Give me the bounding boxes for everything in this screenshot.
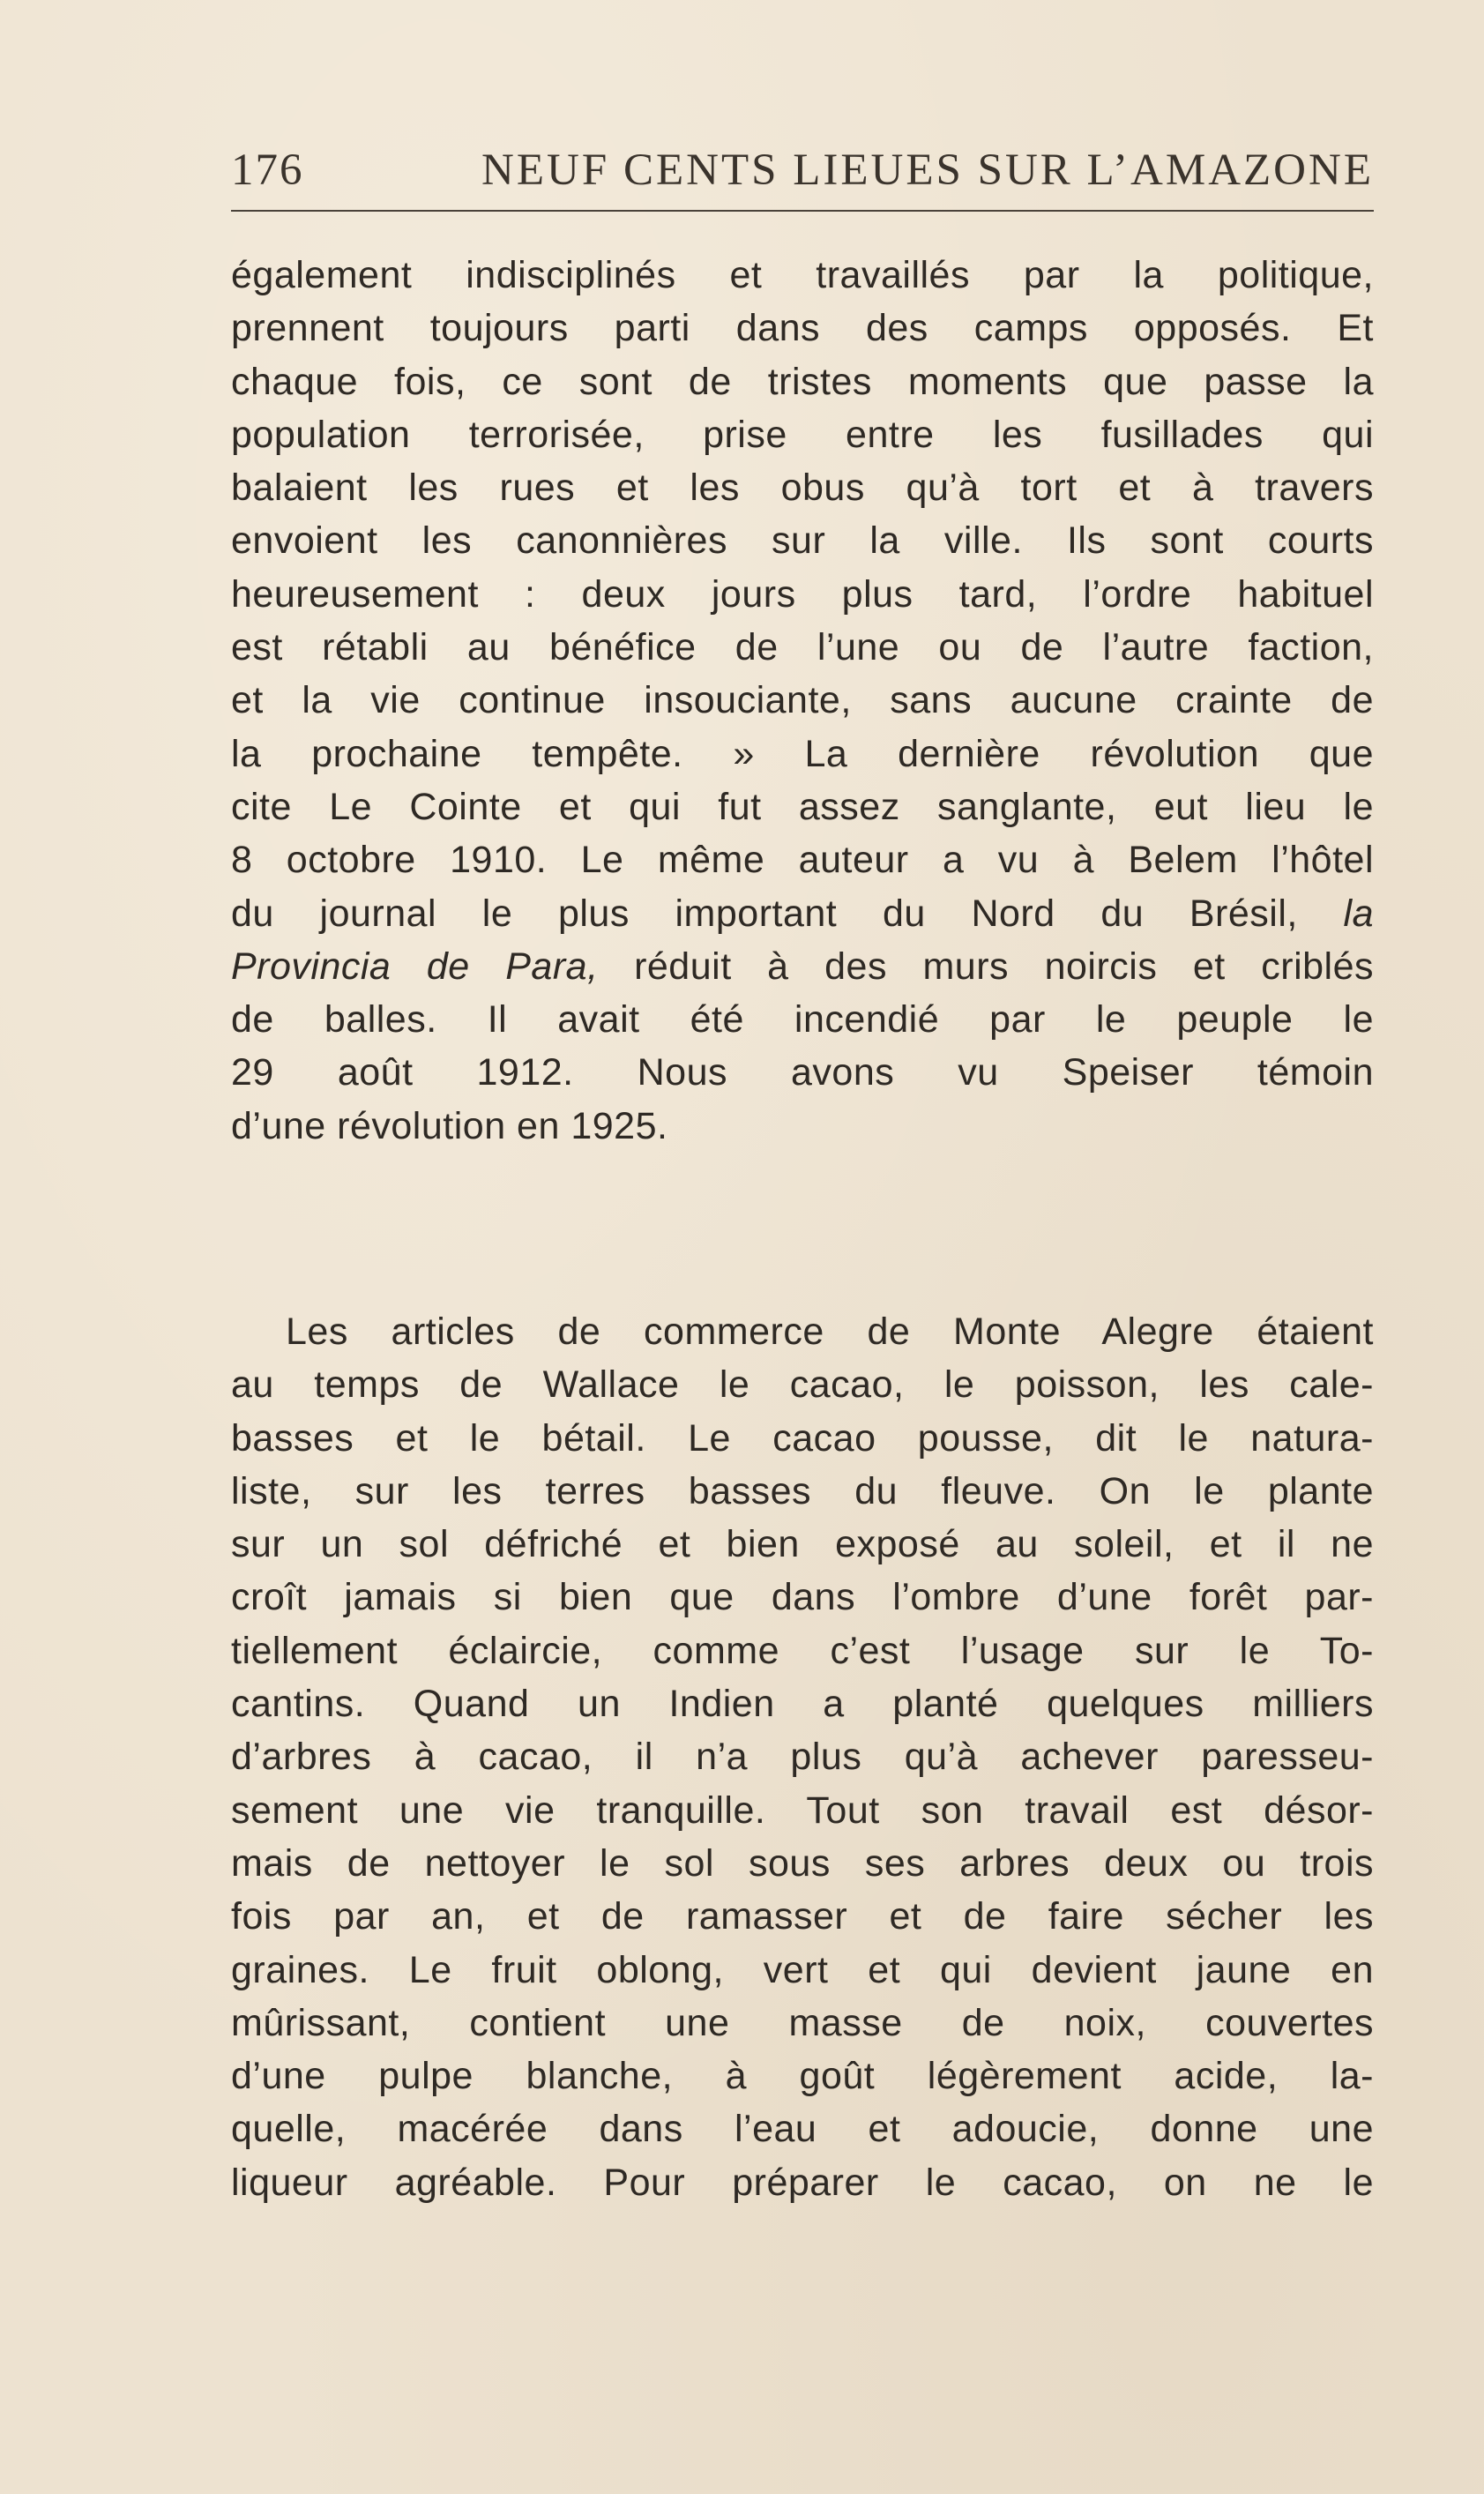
text-line: quelle, macérée dans l’eau et adoucie, donne une: [231, 2108, 1374, 2151]
text-line: graines. Le fruit oblong, vert et qui devient jaune en: [231, 1948, 1374, 1991]
text-line: [231, 887, 1374, 940]
text-line: liqueur agréable. Pour préparer le cacao, on ne le: [231, 2161, 1374, 2204]
text-line: envoient les canonnières sur la ville. Ils sont courts: [231, 519, 1374, 563]
text-line: mûrissant, contient une masse de noix, couvertes: [231, 2001, 1374, 2044]
italic-journal-title-part: la: [1343, 892, 1374, 935]
text-line: d’une révolution en 1925.: [231, 1104, 668, 1147]
text-line: est rétabli au bénéfice de l’une ou de l’autre faction,: [231, 626, 1374, 669]
text-line: croît jamais si bien que dans l’ombre d’une forêt par-: [231, 1576, 1374, 1619]
text-line: tiellement éclaircie, comme c’est l’usage sur le To-: [231, 1629, 1374, 1672]
text-line: d’une pulpe blanche, à goût légèrement acide, la-: [231, 2055, 1374, 2098]
text-line: heureusement : deux jours plus tard, l’ordre habituel: [231, 572, 1374, 616]
text-line: prennent toujours parti dans des camps opposés. Et: [231, 307, 1374, 350]
paragraph-1: [231, 249, 1374, 1153]
text-line: et la vie continue insouciante, sans aucune crainte de: [231, 679, 1374, 722]
text-line: également indisciplinés et travaillés par la politique,: [231, 254, 1374, 296]
text-line: 29 août 1912. Nous avons vu Speiser témoin: [231, 1051, 1374, 1094]
text-line: cite Le Cointe et qui fut assez sanglante, eut lieu le: [231, 785, 1374, 828]
page-number: 176: [231, 146, 304, 195]
text-line: au temps de Wallace le cacao, le poisson, les cale-: [231, 1363, 1374, 1407]
paragraph-2: [231, 1305, 1374, 2209]
text-line: population terrorisée, prise entre les fusillades qui: [231, 413, 1374, 456]
text-line: cantins. Quand un Indien a planté quelques milliers: [231, 1683, 1374, 1726]
text-line: balaient les rues et les obus qu’à tort et à travers: [231, 467, 1374, 510]
page-header: [231, 132, 1374, 203]
text-line: basses et le bétail. Le cacao pousse, dit le natura-: [231, 1416, 1374, 1460]
text-line: de balles. Il avait été incendié par le peuple le: [231, 998, 1374, 1042]
text-segment: du journal le plus important du Nord du Brésil,: [231, 892, 1298, 935]
text-line: sur un sol défriché et bien exposé au soleil, et il ne: [231, 1523, 1374, 1566]
header-rule: [231, 210, 1374, 212]
text-line: Les articles de commerce de Monte Alegre étaient: [286, 1310, 1374, 1353]
text-line: [231, 940, 1374, 993]
text-line: mais de nettoyer le sol sous ses arbres deux ou trois: [231, 1841, 1374, 1885]
text-line: fois par an, et de ramasser et de faire sécher les: [231, 1895, 1374, 1938]
running-title: NEUF CENTS LIEUES SUR L’AMAZONE: [481, 146, 1374, 195]
text-line: 8 octobre 1910. Le même auteur a vu à Belem l’hôtel: [231, 839, 1374, 882]
text-line: d’arbres à cacao, il n’a plus qu’à achever paresseu-: [231, 1736, 1374, 1779]
text-line: la prochaine tempête. » La dernière révolution que: [231, 732, 1374, 775]
text-line: liste, sur les terres basses du fleuve. On le plante: [231, 1469, 1374, 1512]
text-line: chaque fois, ce sont de tristes moments que passe la: [231, 360, 1374, 403]
italic-journal-title: Provincia de Para,: [231, 945, 599, 988]
text-segment: réduit à des murs noircis et criblés: [634, 945, 1375, 988]
text-line: sement une vie tranquille. Tout son travail est désor-: [231, 1788, 1374, 1832]
